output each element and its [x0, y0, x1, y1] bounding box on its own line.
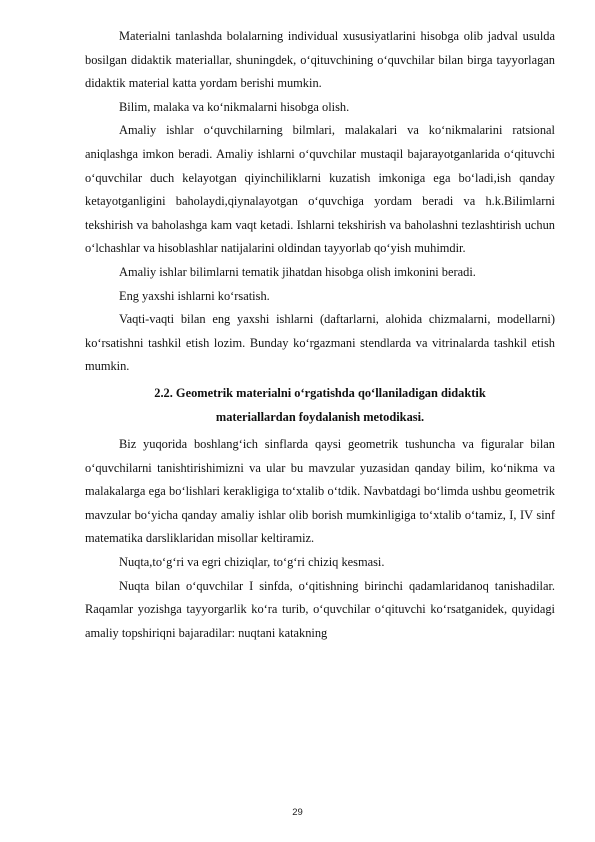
section-heading-line2: materiallardan foydalanish metodikasi.	[215, 409, 425, 424]
section-heading-line1: 2.2. Geometrik materialni o‘rgatishda qo‘llaniladigan didaktik	[154, 385, 486, 400]
paragraph-practical-work: Amaliy ishlar o‘quvchilarning bilmlari, malakalari va ko‘nikmalarini ratsional aniqlashga imkon beradi. Amaliy ishlarni o‘quvchilar mustaqil bajarayotganlarida o‘qituvchi o‘quvchilar duch kelayotgan qiyinchiliklarni kuzatish imkoniga ega bo‘ladi,ish qanday ketayotganligini baholaydi,qiynalayotgan o‘quvchiga yordam beradi va h.k.Bilimlarni tekshirish va baholashga kam vaqt ketadi. Ishlarni tekshirish va baholashni tezlashtirish uchun o‘lchashlar va hisoblashlar natijalarini oldindan tayyorlab qo‘yish muhimdir.	[85, 123, 555, 256]
paragraph-geometric-concepts: Biz yuqorida boshlang‘ich sinflarda qaysi geometrik tushuncha va figuralar bilan o‘quvchilarni tanishtirishimizni va ular bu mavzular yuzasidan qanday bilim, ko‘nikma va malakalarga ega bo‘lishlari kerakligiga to‘xtalib o‘tdik. Navbatdagi bo‘limda ushbu geometrik mavzular bo‘yicha qanday amaliy ishlar olib borish mumkinligiga to‘xtalib o‘tamiz, I, IV sinf matematika darsliklaridan misollar keltiramiz.	[85, 437, 555, 546]
paragraph-material-selection: Materialni tanlashda bolalarning individual xususiyatlarini hisobga olib jadval usulda bosilgan didaktik materiallar, shuningdek, o‘qituvchining o‘quvchilar bilan birga tayyorlagan didaktik material katta yordam berishi mumkin.	[85, 29, 555, 91]
page-content	[85, 25, 555, 645]
paragraph-point-intro: Nuqta bilan o‘quvchilar I sinfda, o‘qitishning birinchi qadamlaridanoq tanishadilar. Raqamlar yozishga tayyorgarlik ko‘ra turib, o‘quvchilar o‘qituvchi ko‘rsatganidek, quyidagi amaliy topshiriqni bajaradilar: nuqtani katakning	[85, 578, 555, 640]
paragraph-point-lines: Nuqta,to‘g‘ri va egri chiziqlar, to‘g‘ri chiziq kesmasi.	[119, 555, 385, 570]
paragraph-thematic-accounting: Amaliy ishlar bilimlarni tematik jihatdan hisobga olish imkonini beradi.	[119, 264, 476, 279]
section-heading	[85, 382, 555, 429]
page-number: 29	[292, 807, 303, 818]
paragraph-exhibition: Vaqti-vaqti bilan eng yaxshi ishlarni (daftarlarni, alohida chizmalarni, modellarni) ko‘rsatishni tashkil etish lozim. Bunday ko‘rgazmani stendlarda va vitrinalarda tashkil etish mumkin.	[85, 312, 555, 374]
paragraph-knowledge-accounting: Bilim, malaka va ko‘nikmalarni hisobga olish.	[119, 99, 350, 114]
paragraph-best-works: Eng yaxshi ishlarni ko‘rsatish.	[119, 288, 270, 303]
